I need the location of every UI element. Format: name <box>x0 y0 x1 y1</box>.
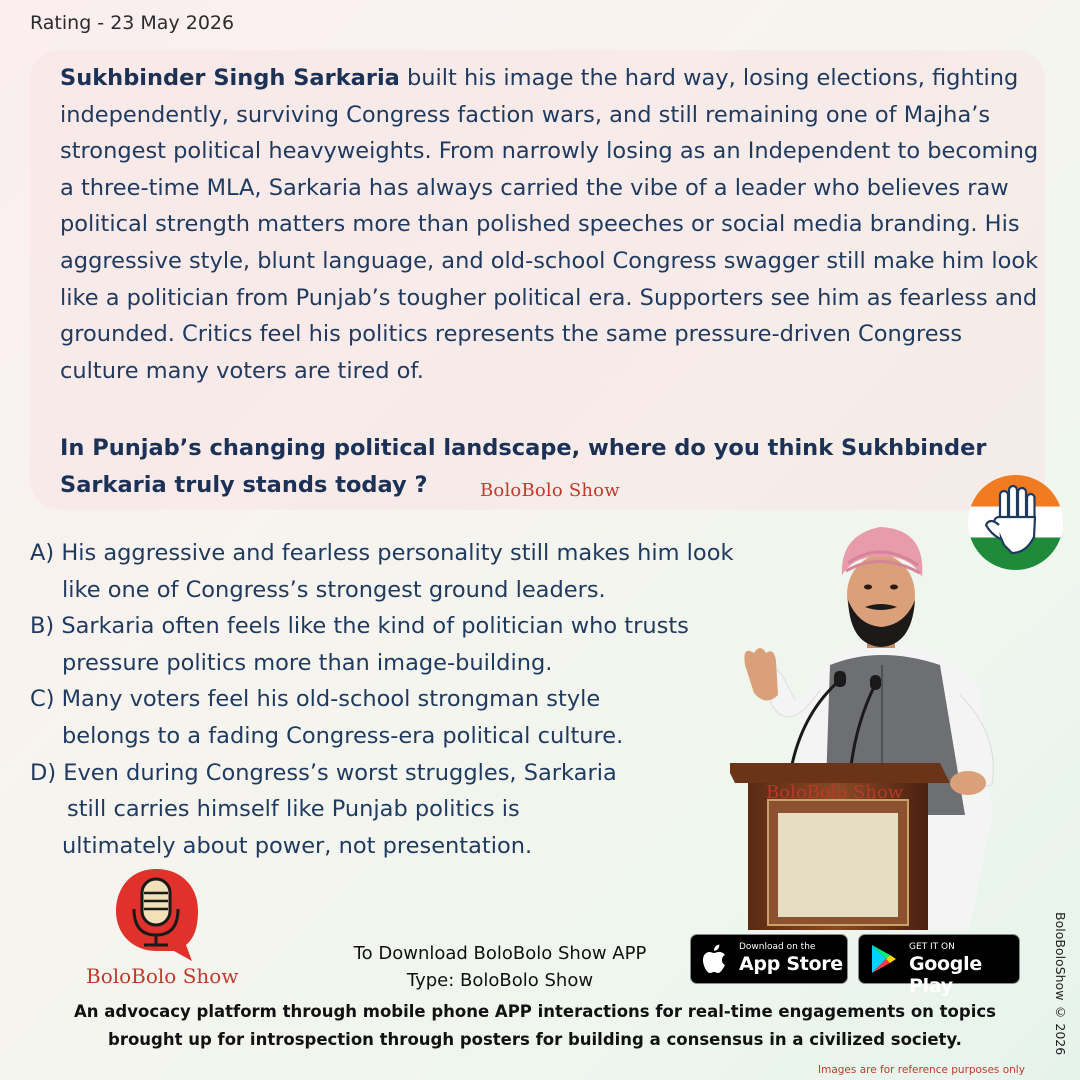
date-label: Rating - 23 May 2026 <box>30 12 235 34</box>
podium-watermark: BoloBolo Show <box>766 782 904 803</box>
option-c-line1: C) Many voters feel his old-school strongman style <box>30 686 601 713</box>
option-a-line2: like one of Congress’s strongest ground leaders. <box>62 576 606 603</box>
option-c[interactable] <box>30 681 810 754</box>
footer-line2: brought up for introspection through posters for building a consensus in a civilized society. <box>108 1030 962 1049</box>
option-d-line1: D) Even during Congress’s worst struggles, Sarkaria <box>30 759 617 786</box>
app-store-button[interactable] <box>690 934 848 984</box>
appstore-small-text: Download on the <box>739 942 816 952</box>
download-line1: To Download BoloBolo Show APP <box>353 943 647 964</box>
vertical-credit: BoloBoloShow © 2026 <box>1053 912 1068 1056</box>
google-play-icon <box>869 943 899 975</box>
option-b[interactable] <box>30 608 810 681</box>
appstore-big-text: App Store <box>739 953 843 975</box>
option-d-line2: still carries himself like Punjab politics is <box>67 796 520 823</box>
option-d[interactable] <box>30 755 810 865</box>
logo-text: BoloBolo Show <box>86 964 239 988</box>
intro-body: built his image the hard way, losing elections, fighting independently, surviving Congress faction wars, and still remaining one of Majha’s strongest political heavyweights. From narrowly losing as an Independent to becoming a three-time MLA, Sarkaria has always carried the vibe of a leader who believes raw political strength matters more than polished speeches or social media branding. His aggressive style, blunt language, and old-school Congress swagger still make him look like a politician from Punjab’s tougher political era. Supporters see him as fearless and grounded. Critics feel his politics represents the same pressure-driven Congress culture many voters are tired of. <box>60 65 1039 384</box>
download-line2: Type: BoloBolo Show <box>406 970 594 991</box>
gplay-small-text: GET IT ON <box>909 942 955 952</box>
poll-question: In Punjab’s changing political landscape, where do you think Sukhbinder Sarkaria truly stands today ? <box>60 435 987 498</box>
download-instructions <box>330 940 670 994</box>
gplay-big-text: Google Play <box>909 953 982 997</box>
option-c-line2: belongs to a fading Congress-era political culture. <box>62 722 624 749</box>
inline-watermark: BoloBolo Show <box>480 480 620 501</box>
google-play-button[interactable] <box>858 934 1020 997</box>
intro-paragraph <box>60 60 1045 389</box>
option-b-line2: pressure politics more than image-building. <box>62 649 553 676</box>
option-d-line3: ultimately about power, not presentation. <box>62 832 533 859</box>
disclaimer: Images are for reference purposes only <box>818 1064 1025 1076</box>
footer-line1: An advocacy platform through mobile phone APP interactions for real-time engagements on topics <box>74 1002 996 1021</box>
footer-mission <box>20 998 1050 1054</box>
politician-name: Sukhbinder Singh Sarkaria <box>60 65 400 91</box>
politician-illustration <box>730 515 1030 930</box>
option-a-line1: A) His aggressive and fearless personality still makes him look <box>30 540 734 566</box>
option-b-line1: B) Sarkaria often feels like the kind of politician who trusts <box>30 613 689 640</box>
option-a[interactable] <box>30 535 810 608</box>
microphone-icon <box>110 865 202 963</box>
options-list <box>30 535 810 864</box>
apple-icon <box>701 943 731 975</box>
